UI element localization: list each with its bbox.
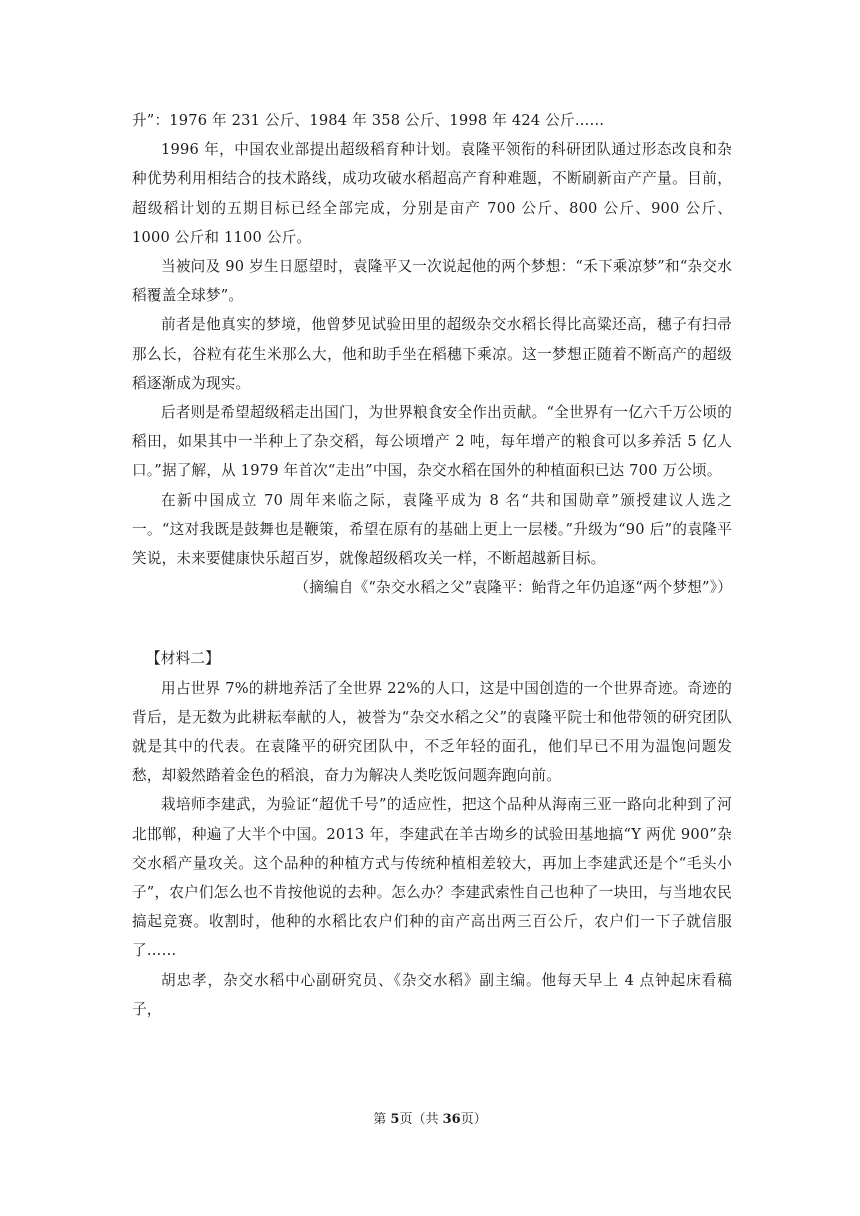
footer-suffix: 页）: [460, 1112, 487, 1127]
paragraph: 升”：1976 年 231 公斤、1984 年 358 公斤、1998 年 424 公斤……: [132, 112, 605, 129]
footer-middle: 页（共: [399, 1112, 443, 1127]
paragraph: 当被问及 90 岁生日愿望时，袁隆平又一次说起他的两个梦想：“禾下乘凉梦”和“杂交水稻覆盖全球梦”。: [132, 258, 732, 305]
paragraph: 后者则是希望超级稻走出国门，为世界粮食安全作出贡献。“全世界有一亿六千万公顷的稻田，如果其中一半种上了杂交稻，每公顷增产 2 吨，每年增产的粮食可以多养活 5 亿人口。”据了解，从 1979 年首次“走出”中国，杂交水稻在国外的种植面积已达 700 万公顷。: [132, 404, 732, 480]
paragraph: 胡忠孝，杂交水稻中心副研究员、《杂交水稻》副主编。他每天早上 4 点钟起床看稿子，: [132, 971, 732, 1018]
paragraph: 1996 年，中国农业部提出超级稻育种计划。袁隆平领衔的科研团队通过形态改良和杂种优势利用相结合的技术路线，成功攻破水稻超高产育种难题，不断刷新亩产产量。目前，超级稻计划的五期目标已经全部完成，分别是亩产 700 公斤、800 公斤、900 公斤、1000 公斤和 1100 公斤。: [132, 141, 732, 246]
paragraph: 在新中国成立 70 周年来临之际，袁隆平成为 8 名“共和国勋章”颁授建议人选之一。“这对我既是鼓舞也是鞭策，希望在原有的基础上更上一层楼。”升级为“90 后”的袁隆平笑说，未来要健康快乐超百岁，就像超级稻攻关一样，不断超越新目标。: [132, 491, 732, 568]
total-pages: 36: [442, 1112, 461, 1127]
document-body: [132, 106, 732, 1024]
page-number: 5: [390, 1112, 400, 1127]
paragraph: 用占世界 7%的耕地养活了全世界 22%的人口，这是中国创造的一个世界奇迹。奇迹的背后，是无数为此耕耘奉献的人，被誉为“杂交水稻之父”的袁隆平院士和他带领的研究团队就是其中的代表。在袁隆平的研究团队中，不乏年轻的面孔，他们早已不用为温饱问题发愁，却毅然踏着金色的稻浪，奋力为解决人类吃饭问题奔跑向前。: [132, 679, 732, 785]
source-citation: （摘编自《“杂交水稻之父”袁隆平：鲐背之年仍追逐“两个梦想”》）: [294, 579, 732, 597]
page-footer: [0, 1112, 860, 1128]
section-title: 【材料二】: [146, 650, 220, 668]
paragraph: 栽培师李建武，为验证“超优千号”的适应性，把这个品种从海南三亚一路向北种到了河北邯郸，种遍了大半个中国。2013 年，李建武在羊古坳乡的试验田基地搞“Y 两优 900”杂交水稻产量攻关。这个品种的种植方式与传统种植相差较大，再加上李建武还是个“毛头小子”，农户们怎么也不肯按他说的去种。怎么办？李建武索性自己也种了一块田，与当地农民搞起竞赛。收割时，他种的水稻比农户们种的亩产高出两三百公斤，农户们一下子就信服了……: [132, 796, 732, 960]
footer-prefix: 第: [373, 1112, 391, 1127]
paragraph: 前者是他真实的梦境，他曾梦见试验田里的超级杂交水稻长得比高粱还高，穗子有扫帚那么长，谷粒有花生米那么大，他和助手坐在稻穗下乘凉。这一梦想正随着不断高产的超级稻逐渐成为现实。: [132, 316, 732, 392]
